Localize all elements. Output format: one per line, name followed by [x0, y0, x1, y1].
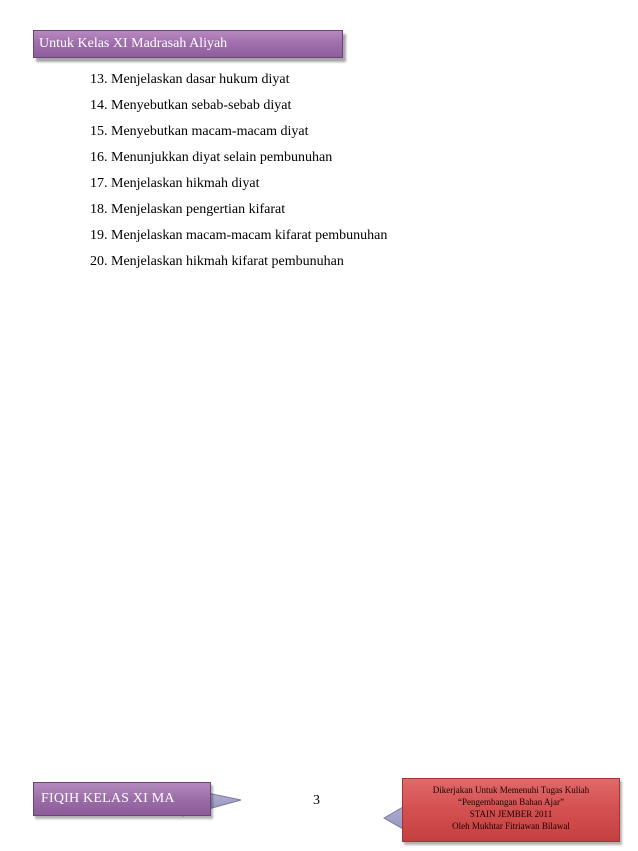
list-item: 18. Menjelaskan pengertian kifarat [90, 202, 286, 217]
footer-credit-line: “Pengembangan Bahan Ajar” [458, 797, 564, 807]
list-item: 14. Menyebutkan sebab-sebab diyat [90, 98, 292, 113]
footer-course-label: FIQIH KELAS XI MA [41, 791, 175, 806]
list-item: 17. Menjelaskan hikmah diyat [90, 176, 260, 191]
list-item: 20. Menjelaskan hikmah kifarat pembunuhan [90, 254, 344, 269]
footer-left-banner [33, 782, 243, 816]
list-item: 19. Menjelaskan macam-macam kifarat pembunuhan [90, 228, 388, 243]
list-item: 15. Menyebutkan macam-macam diyat [90, 124, 309, 139]
header-banner [33, 30, 343, 58]
list-item: 13. Menjelaskan dasar hukum diyat [90, 72, 290, 87]
page-number: 3 [313, 793, 320, 808]
objectives-list [90, 67, 387, 275]
footer-credit-line: STAIN JEMBER 2011 [469, 809, 553, 819]
header-title: Untuk Kelas XI Madrasah Aliyah [39, 36, 228, 51]
footer-credit-box [402, 778, 620, 842]
footer-credit-line: Dikerjakan Untuk Memenuhi Tugas Kuliah [432, 785, 590, 795]
footer-credit-line: Oleh Mukhtar Fitriawan Bilawal [452, 821, 570, 831]
list-item: 16. Menunjukkan diyat selain pembunuhan [90, 150, 333, 165]
footer-right-banner [382, 778, 622, 844]
